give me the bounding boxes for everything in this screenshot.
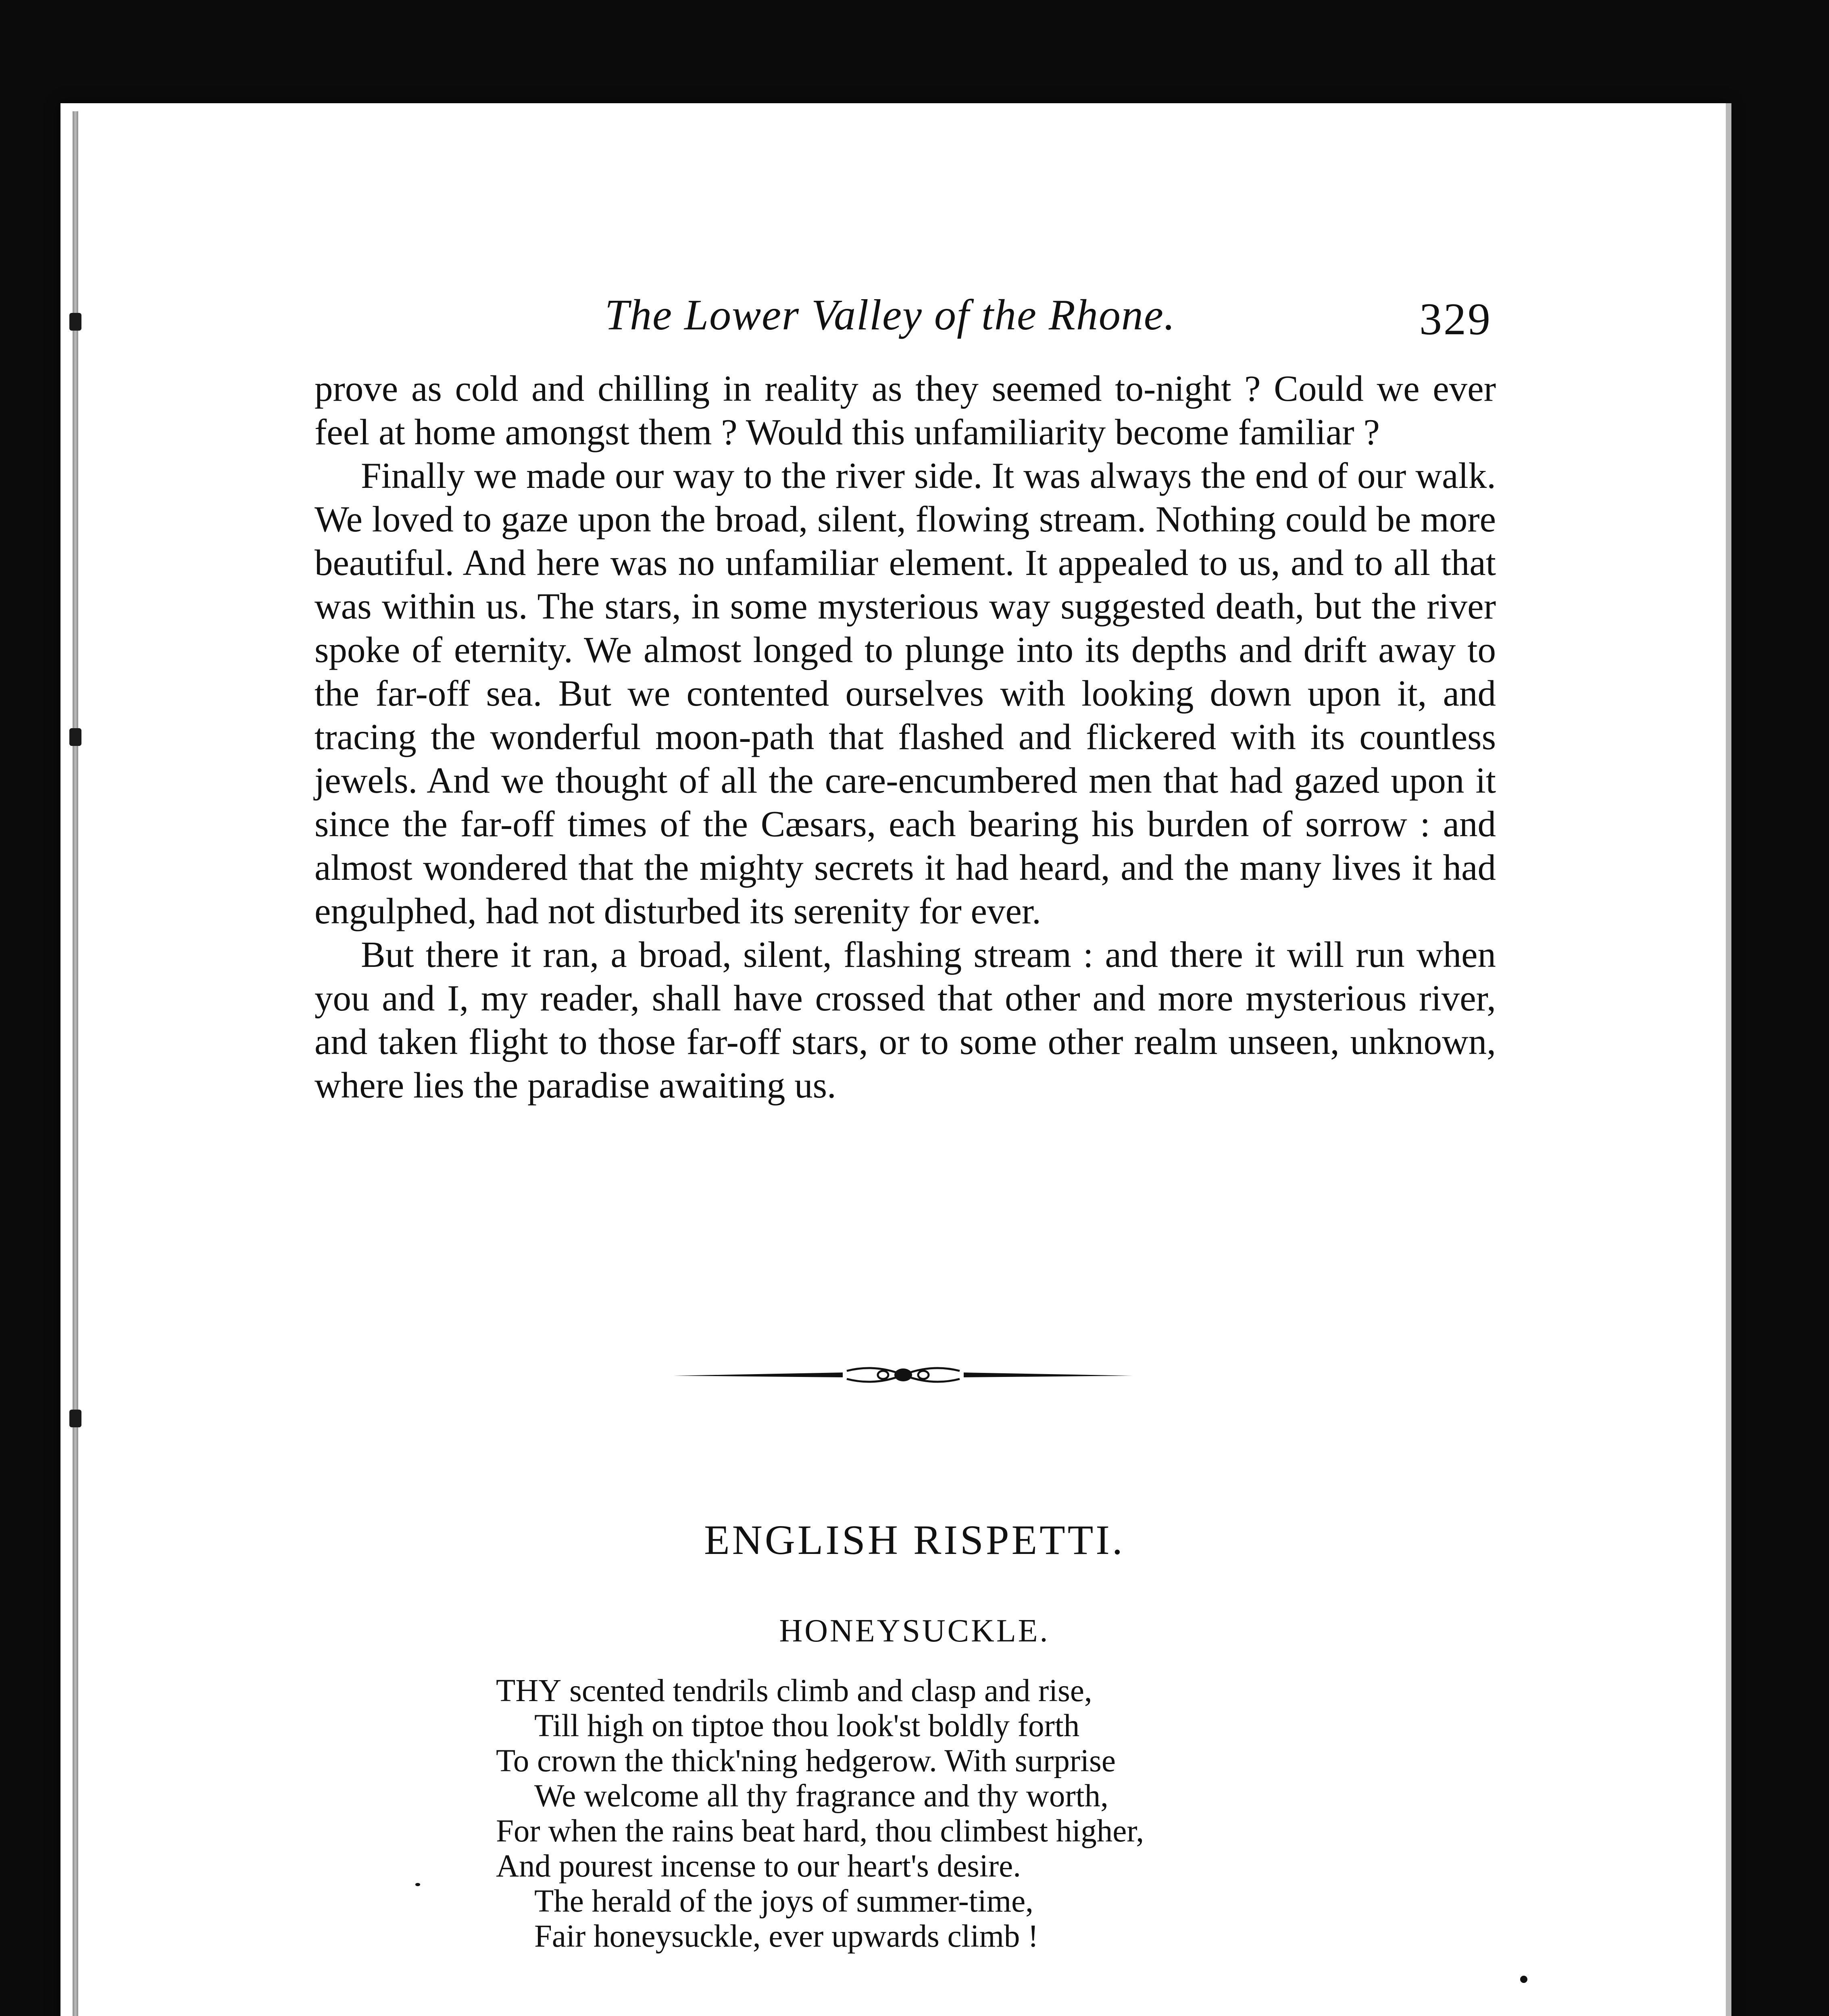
spine-binding — [73, 111, 78, 2016]
drop-word: THY — [496, 1673, 562, 1708]
section-divider-ornament — [673, 1355, 1133, 1395]
paragraph: Finally we made our way to the river side. It was always the end of our walk. We loved to gaze upon the broad, silent, flowing stream. Nothing could be more beautiful. And here was no unfamiliar element. It appealed to us, and to all that was within us. The stars, in some mysterious way suggested death, but the river spoke of eternity. We almost longed to plunge into its depths and drift away to the far-off sea. But we contented ourselves with looking down upon it, and tracing the wonderful moon-path that flashed and flickered with its countless jewels. And we thought of all the care-encumbered men that had gazed upon it since the far-off times of the Cæsars, each bearing his burden of sorrow : and almost wondered that the mighty secrets it had heard, and the many lives it had engulphed, had not disturbed its serenity for ever. — [315, 455, 1496, 931]
running-head: The Lower Valley of the Rhone. — [605, 291, 1176, 339]
poem-line: We welcome all thy fragrance and thy worth, — [534, 1779, 1108, 1814]
body-text — [315, 367, 1496, 1107]
print-speck — [415, 1883, 420, 1886]
poem-line-text: scented tendrils climb and clasp and rise, — [561, 1673, 1092, 1708]
poem-line — [496, 1673, 1423, 1708]
poem-line: To crown the thick'ning hedgerow. With surprise — [496, 1743, 1116, 1779]
paragraph: prove as cold and chilling in reality as they seemed to-night ? Could we ever feel at home amongst them ? Would this unfamiliarity become familiar ? — [315, 368, 1496, 452]
poem-line: For when the rains beat hard, thou climbest higher, — [496, 1814, 1144, 1849]
spine-notch — [69, 313, 81, 331]
print-speck — [1520, 1976, 1527, 1983]
paragraph: But there it ran, a broad, silent, flashing stream : and there it will run when you and I, my reader, shall have crossed that other and more mysterious river, and taken flight to those far-off stars, or to some other realm unseen, unknown, where lies the paradise awaiting us. — [315, 934, 1496, 1106]
page-edge — [1726, 103, 1731, 2016]
poem-line: Till high on tiptoe thou look'st boldly forth — [534, 1708, 1080, 1743]
poem-honeysuckle — [496, 1673, 1423, 1954]
book-spine — [60, 103, 105, 2016]
spine-notch — [69, 1410, 81, 1427]
page-number: 329 — [1419, 294, 1492, 344]
poem-line: Fair honeysuckle, ever upwards climb ! — [534, 1919, 1039, 1954]
spine-notch — [69, 728, 81, 746]
page-header — [323, 290, 1492, 355]
poem-title-honeysuckle: HONEYSUCKLE. — [779, 1613, 1050, 1649]
section-title: ENGLISH RISPETTI. — [704, 1517, 1125, 1563]
poem-line: And pourest incense to our heart's desire. — [496, 1849, 1021, 1884]
poem-line: The herald of the joys of summer-time, — [534, 1884, 1033, 1919]
